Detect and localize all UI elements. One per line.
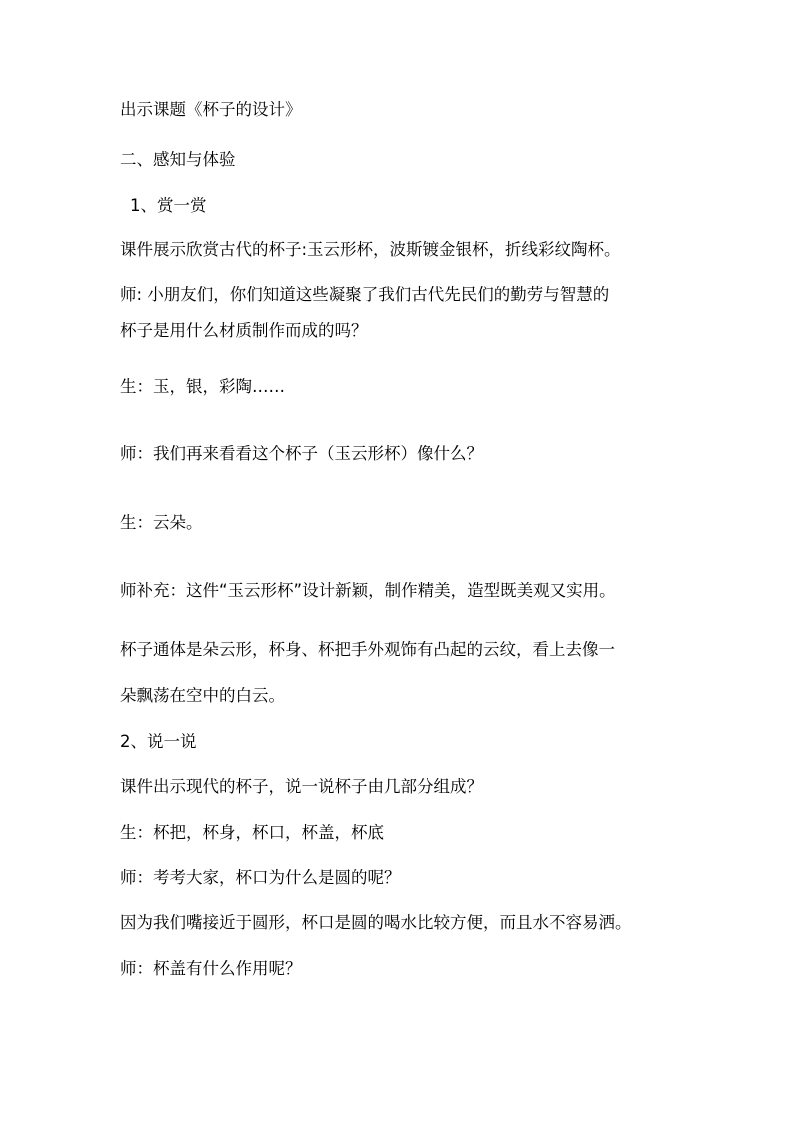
dialogue-line: 生：杯把，杯身，杯口，杯盖，杯底 (120, 823, 384, 842)
paragraph-line: 师: 小朋友们，你们知道这些凝聚了我们古代先民们的勤劳与智慧的 (120, 285, 610, 304)
dialogue-line: 生：云朵。 (120, 513, 203, 532)
subsection-heading-1: 1、赏一赏 (130, 196, 207, 215)
paragraph-line: 课件出示现代的杯子，说一说杯子由几部分组成？ (120, 777, 483, 796)
dialogue-line: 生：玉，银，彩陶…… (120, 377, 285, 396)
subsection-heading-2: 2、说一说 (120, 732, 197, 751)
paragraph-line: 课件展示欣赏古代的杯子:玉云形杯，波斯镀金银杯，折线彩纹陶杯。 (120, 240, 621, 259)
paragraph-line: 杯子是用什么材质制作而成的吗？ (120, 321, 368, 340)
dialogue-line: 师补充：这件“玉云形杯”设计新颖，制作精美，造型既美观又实用。 (120, 581, 616, 600)
dialogue-line: 师：我们再来看看这个杯子（玉云形杯）像什么？ (120, 444, 483, 463)
dialogue-line: 师：杯盖有什么作用呢？ (120, 959, 302, 978)
paragraph-line: 朵飘荡在空中的白云。 (120, 686, 285, 705)
lesson-title-line: 出示课题《杯子的设计》 (120, 100, 302, 119)
section-heading: 二、感知与体验 (120, 150, 236, 169)
paragraph-line: 杯子通体是朵云形，杯身、杯把手外观饰有凸起的云纹，看上去像一 (120, 640, 615, 659)
dialogue-line: 师：考考大家，杯口为什么是圆的呢？ (120, 868, 401, 887)
paragraph-line: 因为我们嘴接近于圆形，杯口是圆的喝水比较方便，而且水不容易洒。 (120, 913, 632, 932)
